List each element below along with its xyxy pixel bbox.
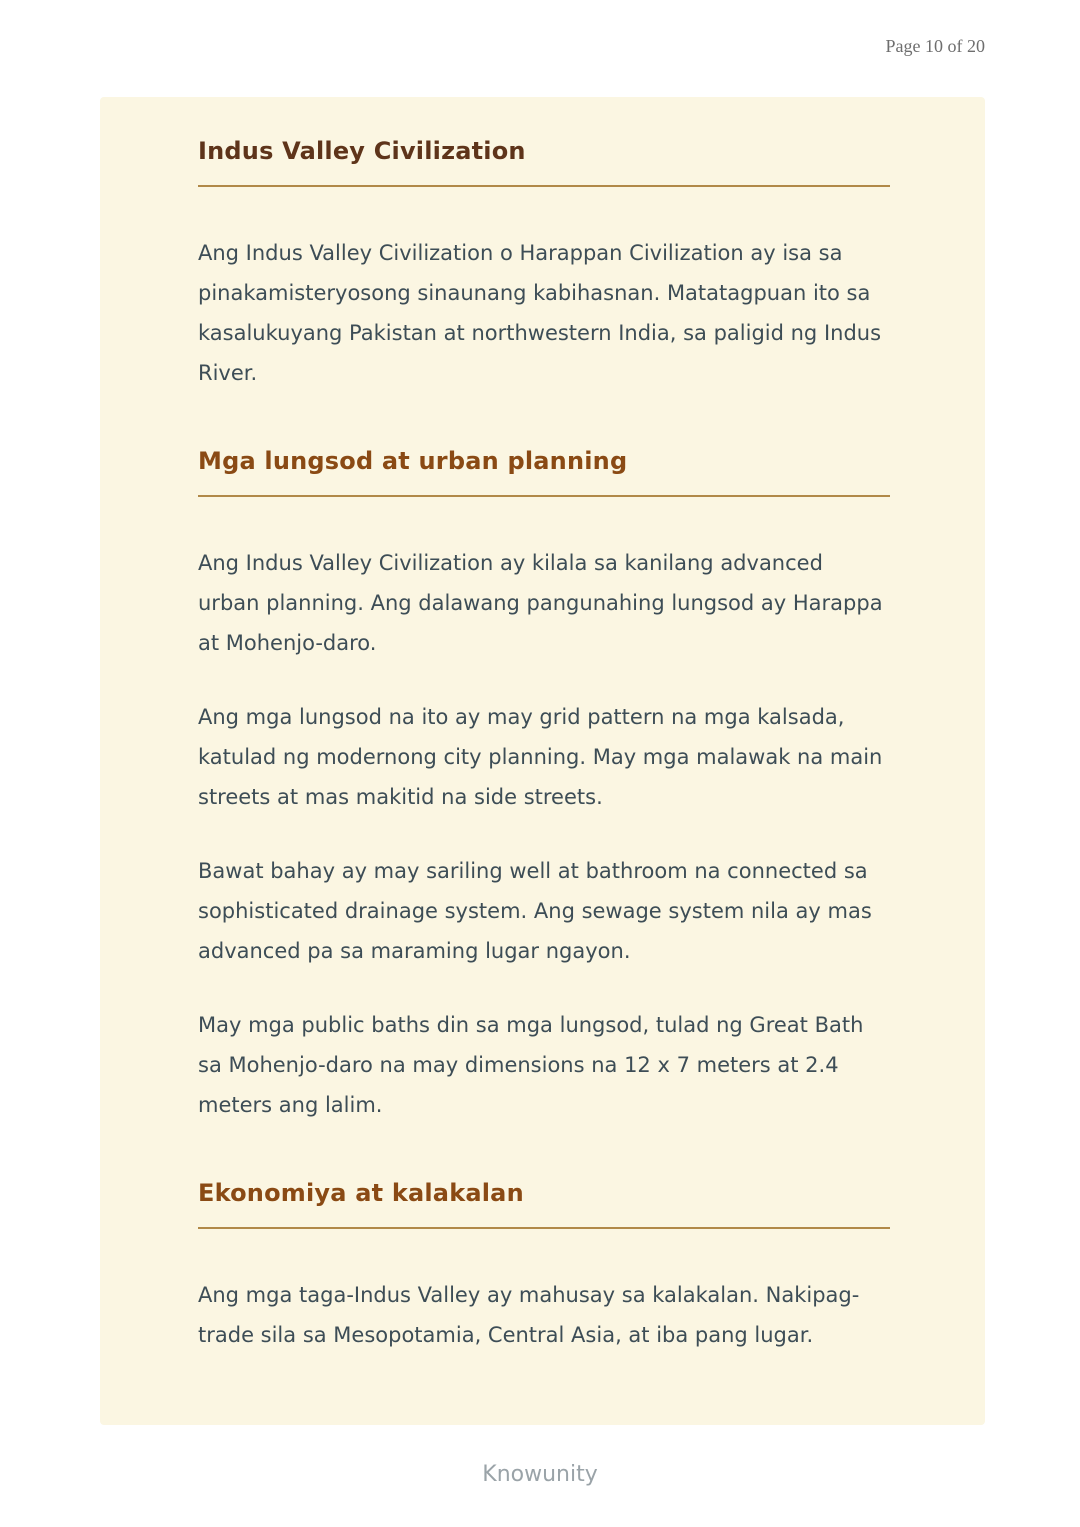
section-heading: Indus Valley Civilization xyxy=(198,137,526,165)
footer-brand: Knowunity xyxy=(482,1462,598,1487)
paragraph: Bawat bahay ay may sariling well at bathroom na connected sa sophisticated drainage system. Ang sewage system nila ay mas advanced pa sa maraming lugar ngayon. xyxy=(198,859,872,963)
heading-divider xyxy=(198,185,890,187)
page-indicator: Page 10 of 20 xyxy=(885,36,985,56)
paragraph: Ang mga taga-Indus Valley ay mahusay sa kalakalan. Nakipag-trade sila sa Mesopotamia, Central Asia, at iba pang lugar. xyxy=(198,1283,860,1347)
section-heading: Ekonomiya at kalakalan xyxy=(198,1179,524,1207)
paragraph: May mga public baths din sa mga lungsod, tulad ng Great Bath sa Mohenjo-daro na may dimensions na 12 x 7 meters at 2.4 meters ang lalim. xyxy=(198,1013,864,1117)
paragraph: Ang Indus Valley Civilization ay kilala sa kanilang advanced urban planning. Ang dalawang pangunahing lungsod ay Harappa at Mohenjo-daro. xyxy=(198,551,883,655)
paragraph: Ang mga lungsod na ito ay may grid pattern na mga kalsada, katulad ng modernong city planning. May mga malawak na main streets at mas makitid na side streets. xyxy=(198,705,883,809)
heading-divider xyxy=(198,495,890,497)
paragraph: Ang Indus Valley Civilization o Harappan Civilization ay isa sa pinakamisteryosong sinaunang kabihasnan. Matatagpuan ito sa kasalukuyang Pakistan at northwestern India, sa paligid ng Indus River. xyxy=(198,241,882,385)
section-heading: Mga lungsod at urban planning xyxy=(198,447,628,475)
heading-divider xyxy=(198,1227,890,1229)
section-economy xyxy=(198,1179,890,1355)
section-indus-valley xyxy=(198,137,890,393)
content-card xyxy=(100,97,985,1425)
section-urban-planning xyxy=(198,447,890,1125)
